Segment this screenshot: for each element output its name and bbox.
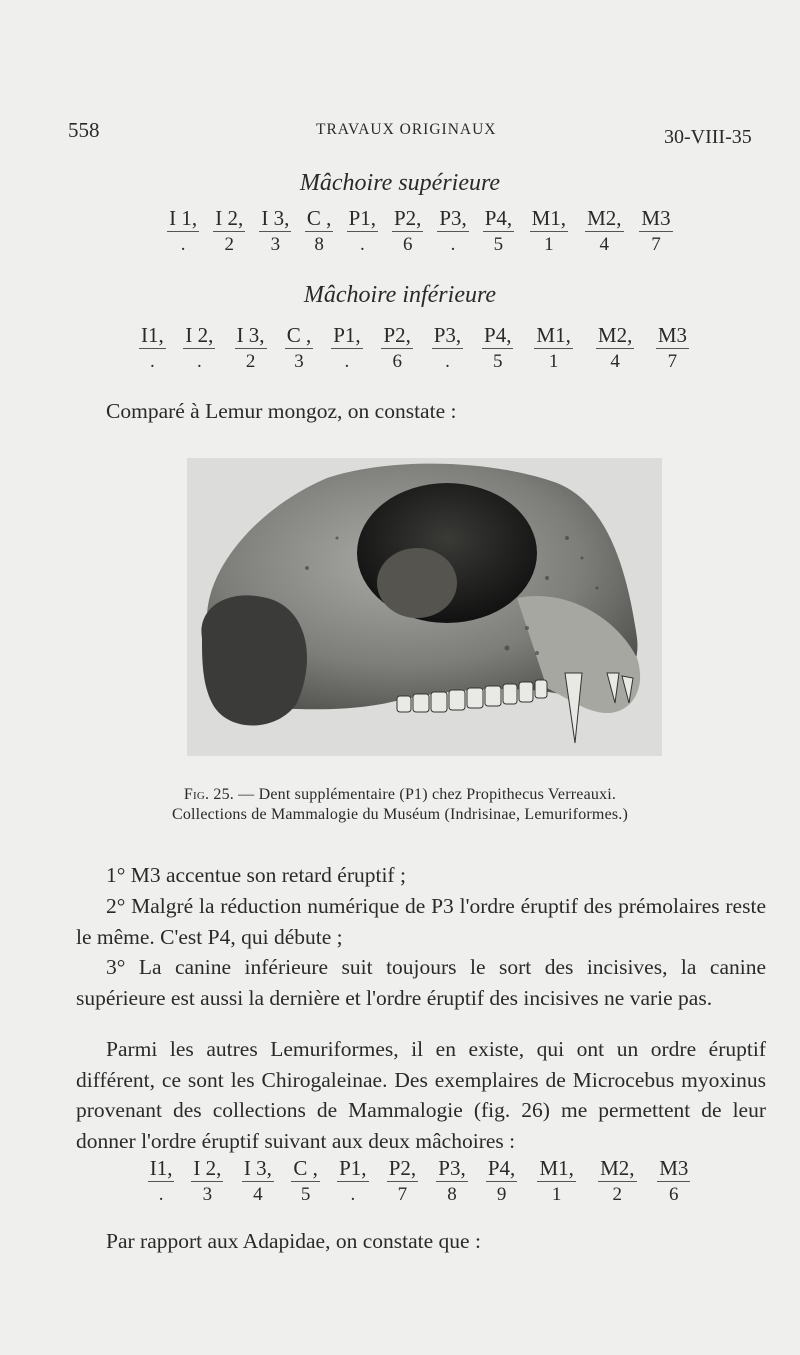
tooth-label-text: P2, bbox=[388, 1156, 417, 1180]
eruption-order: 2 bbox=[245, 351, 256, 372]
order-row bbox=[160, 232, 680, 258]
tooth-label-text: I 3, bbox=[243, 1156, 272, 1180]
tooth-row bbox=[140, 1156, 700, 1182]
eruption-order: 7 bbox=[667, 351, 678, 372]
eruption-order: . bbox=[197, 351, 202, 372]
eruption-order: . bbox=[445, 351, 450, 372]
tooth-label-text: M3 bbox=[657, 323, 688, 347]
paragraph-1: 1° M3 accentue son retard éruptif ; bbox=[106, 863, 406, 887]
eruption-order: 5 bbox=[300, 1184, 311, 1205]
eruption-order: 1 bbox=[544, 234, 554, 255]
closing-text: Par rapport aux Adapidae, on constate que : bbox=[106, 1229, 481, 1253]
tooth-label-text: M2, bbox=[597, 323, 633, 347]
page-number: 558 bbox=[68, 118, 100, 142]
tooth-label-text: P3, bbox=[439, 206, 467, 230]
eruption-order: . bbox=[350, 1184, 356, 1205]
tooth-label-text: M2, bbox=[587, 206, 622, 230]
tooth-label-text: I 3, bbox=[261, 206, 290, 230]
running-title: TRAVAUX ORIGINAUX bbox=[316, 121, 497, 138]
tooth-label-text: P4, bbox=[484, 206, 513, 230]
tooth-label-text: C , bbox=[306, 206, 332, 230]
eruption-order: 8 bbox=[447, 1184, 457, 1205]
tooth-label bbox=[523, 323, 584, 349]
tooth-label bbox=[340, 206, 385, 232]
tooth-label bbox=[283, 1156, 328, 1182]
tooth-label-text: M1, bbox=[531, 206, 567, 230]
tooth-label bbox=[427, 1156, 477, 1182]
tooth-label bbox=[131, 323, 174, 349]
tooth-label-text: P3, bbox=[433, 323, 462, 347]
eruption-order: 4 bbox=[599, 234, 610, 255]
tooth-label bbox=[378, 1156, 428, 1182]
tooth-label bbox=[252, 206, 298, 232]
eruption-order: . bbox=[158, 1184, 164, 1205]
tooth-label bbox=[182, 1156, 232, 1182]
eruption-order: 6 bbox=[402, 234, 413, 255]
microcebus-formula bbox=[140, 1156, 700, 1208]
eruption-order: 9 bbox=[496, 1184, 507, 1205]
tooth-label bbox=[526, 1156, 587, 1182]
order-row bbox=[140, 1182, 700, 1208]
eruption-order: 2 bbox=[612, 1184, 623, 1205]
tooth-label bbox=[646, 323, 699, 349]
tooth-label bbox=[422, 323, 472, 349]
upper-jaw-formula bbox=[160, 206, 680, 258]
tooth-label-text: I 2, bbox=[193, 1156, 222, 1180]
tooth-label-text: P4, bbox=[484, 323, 512, 347]
eruption-order: 3 bbox=[294, 351, 304, 372]
eruption-order: 7 bbox=[651, 234, 661, 255]
eruption-order: 5 bbox=[493, 234, 504, 255]
figure-label: Fig. 25. bbox=[183, 786, 234, 803]
header-date: 30-VIII-35 bbox=[664, 126, 752, 148]
lower-jaw-title: Mâchoire inférieure bbox=[303, 282, 497, 308]
skull-photograph bbox=[187, 458, 662, 756]
tooth-label-text: P1, bbox=[348, 206, 377, 230]
tooth-label-text: C , bbox=[286, 323, 312, 347]
intro-text: Comparé à Lemur mongoz, on constate : bbox=[106, 399, 457, 423]
figure-caption-text: — Dent supplémentaire (P1) chez Propithecus Verreauxi. bbox=[238, 786, 617, 803]
eruption-order: 3 bbox=[202, 1184, 213, 1205]
eruption-order: 8 bbox=[314, 234, 324, 255]
eruption-order: 1 bbox=[551, 1184, 562, 1205]
tooth-label bbox=[174, 323, 225, 349]
tooth-label bbox=[206, 206, 252, 232]
tooth-label bbox=[299, 206, 340, 232]
eruption-order: 6 bbox=[669, 1184, 679, 1205]
tooth-label-text: I 2, bbox=[185, 323, 214, 347]
skull-illustration bbox=[187, 458, 662, 756]
tooth-label-text: M3 bbox=[659, 1156, 689, 1180]
tooth-label bbox=[276, 323, 322, 349]
tooth-label bbox=[160, 206, 206, 232]
paragraph-2: 2° Malgré la réduction numérique de P3 l'ordre éruptif des prémolaires reste le même. C'est P4, qui débute ; bbox=[76, 894, 766, 949]
tooth-row bbox=[131, 323, 699, 349]
tooth-label-text: M3 bbox=[641, 206, 671, 230]
tooth-label-text: I1, bbox=[141, 323, 164, 347]
eruption-order: . bbox=[150, 351, 155, 372]
tooth-label bbox=[233, 1156, 283, 1182]
tooth-label-text: M1, bbox=[536, 323, 571, 347]
eruption-order: 5 bbox=[493, 351, 503, 372]
tooth-label bbox=[385, 206, 430, 232]
tooth-label-text: P4, bbox=[487, 1156, 516, 1180]
tooth-label-text: I 1, bbox=[169, 206, 198, 230]
tooth-label-text: C , bbox=[293, 1156, 318, 1180]
tooth-label bbox=[372, 323, 422, 349]
eruption-order: 4 bbox=[253, 1184, 263, 1205]
eruption-order: 4 bbox=[610, 351, 620, 372]
eruption-order: 1 bbox=[548, 351, 559, 372]
tooth-label bbox=[328, 1156, 378, 1182]
lower-jaw-formula bbox=[131, 323, 699, 375]
paragraph-4: Parmi les autres Lemuriformes, il en existe, qui ont un ordre éruptif différent, ce sont les Chirogaleinae. Des exemplaires de Microcebus myoxinus provenant des collections de Mammalogie (fig. 26) me permettent de leur donner l'ordre éruptif suivant aux deux mâchoires : bbox=[76, 1037, 766, 1153]
order-row bbox=[131, 349, 699, 375]
eruption-order: . bbox=[359, 234, 365, 255]
tooth-label-text: I 3, bbox=[236, 323, 265, 347]
tooth-label-text: I1, bbox=[149, 1156, 173, 1180]
figure-caption-line2: Collections de Mammalogie du Muséum (Indrisinae, Lemuriformes.) bbox=[171, 806, 629, 823]
tooth-label-text: P1, bbox=[339, 1156, 367, 1180]
eruption-order: 3 bbox=[270, 234, 281, 255]
tooth-label bbox=[632, 206, 680, 232]
tooth-label-text: P1, bbox=[333, 323, 361, 347]
tooth-label bbox=[476, 206, 521, 232]
figure-caption-line1 bbox=[0, 786, 800, 804]
upper-jaw-title: Mâchoire supérieure bbox=[299, 170, 501, 196]
tooth-label-text: P3, bbox=[438, 1156, 466, 1180]
tooth-label bbox=[584, 323, 645, 349]
tooth-label bbox=[577, 206, 632, 232]
paragraph-3: 3° La canine inférieure suit toujours le sort des incisives, la canine supérieure est aussi la dernière et l'ordre éruptif des incisives ne varie pas. bbox=[76, 955, 766, 1010]
tooth-label bbox=[430, 206, 475, 232]
eruption-order: . bbox=[344, 351, 350, 372]
tooth-label bbox=[473, 323, 523, 349]
tooth-label-text: P2, bbox=[393, 206, 422, 230]
eruption-order: 7 bbox=[397, 1184, 408, 1205]
eruption-order: 6 bbox=[392, 351, 402, 372]
tooth-label bbox=[587, 1156, 648, 1182]
tooth-label-text: M1, bbox=[539, 1156, 574, 1180]
tooth-label bbox=[140, 1156, 182, 1182]
tooth-label-text: P2, bbox=[383, 323, 411, 347]
tooth-row bbox=[160, 206, 680, 232]
tooth-label bbox=[225, 323, 276, 349]
tooth-label bbox=[648, 1156, 700, 1182]
tooth-label-text: M2, bbox=[600, 1156, 635, 1180]
tooth-label bbox=[521, 206, 576, 232]
tooth-label-text: I 2, bbox=[215, 206, 244, 230]
eruption-order: . bbox=[180, 234, 186, 255]
tooth-label bbox=[477, 1156, 527, 1182]
tooth-label bbox=[322, 323, 372, 349]
eruption-order: . bbox=[450, 234, 456, 255]
eruption-order: 2 bbox=[224, 234, 234, 255]
